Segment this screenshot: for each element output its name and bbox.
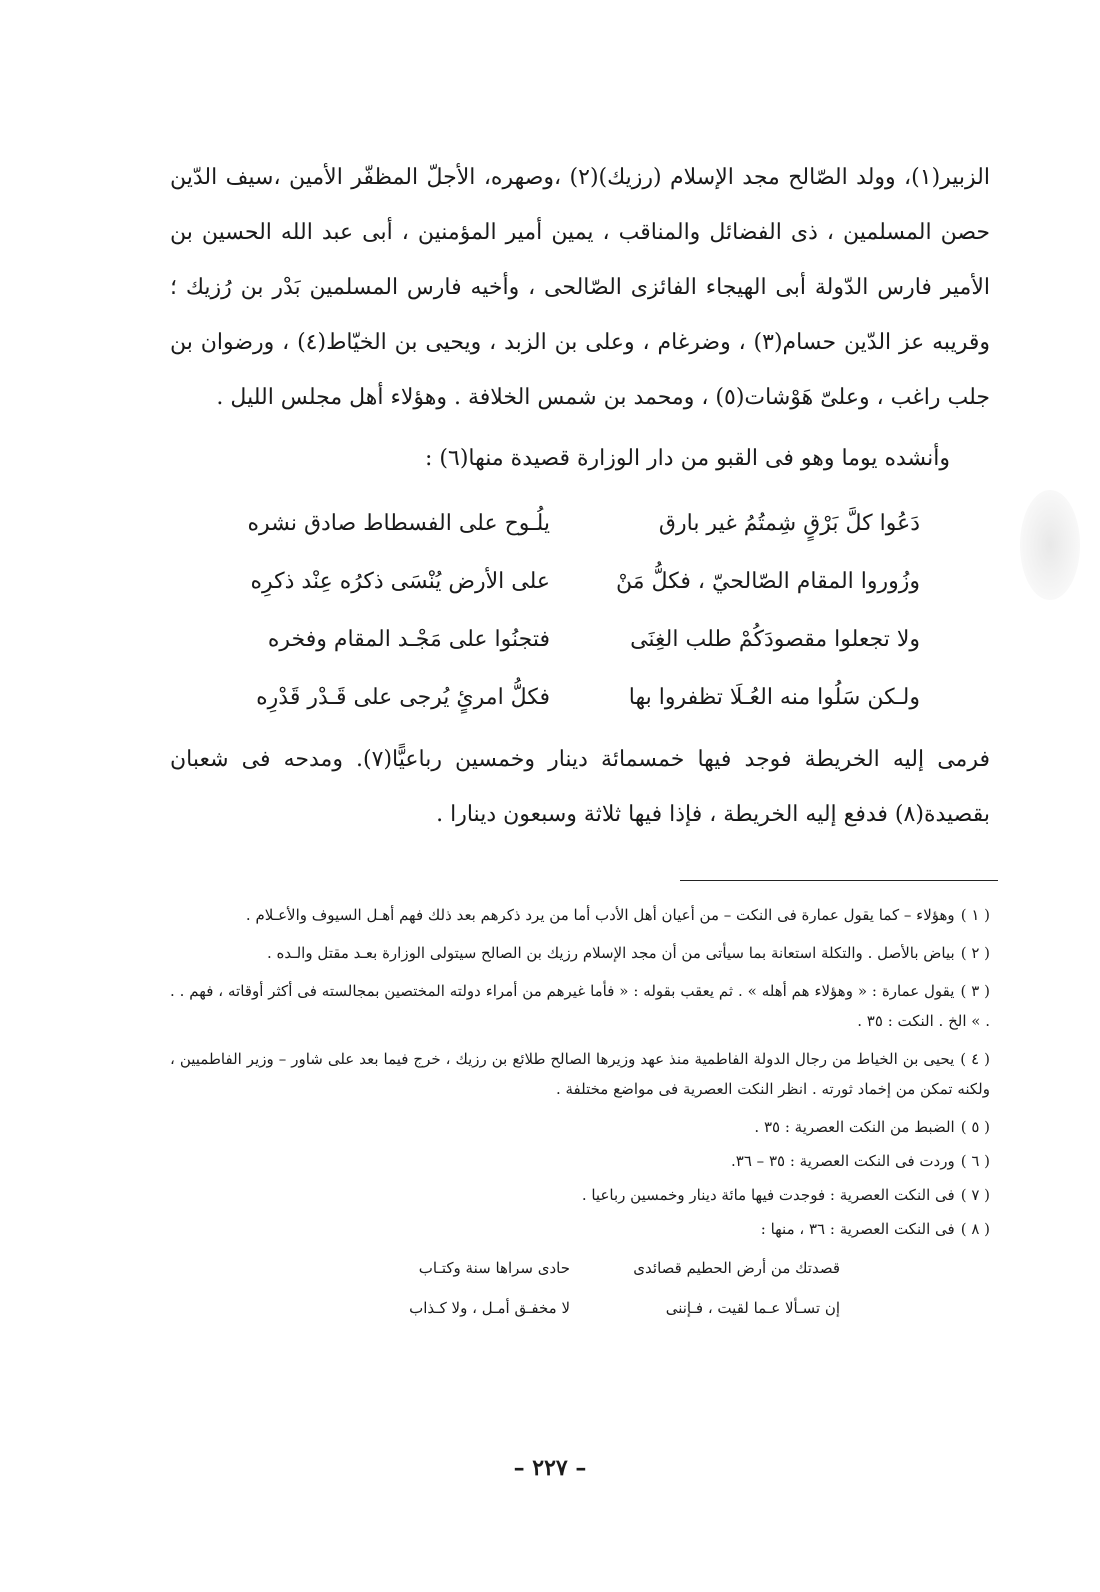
hemistich-second: لا مخفـق أمـل ، ولا كـذاب bbox=[409, 1299, 570, 1317]
verse-2 bbox=[170, 552, 990, 610]
hemistich-second: حادى سراها سنة وكتـاب bbox=[418, 1259, 570, 1277]
footnote-4 bbox=[170, 1044, 990, 1104]
footnote-number: ( ٦ ) bbox=[960, 1152, 990, 1170]
verse-4 bbox=[170, 668, 990, 726]
hemistich-second: على الأرض يُنْسَى ذكرُه عِنْد ذكرِه bbox=[250, 568, 550, 594]
hemistich-second: فتجنُوا على مَجْـد المقام وفخره bbox=[267, 626, 550, 652]
footnote-text: الضبط من النكت العصرية : ٣٥ . bbox=[754, 1118, 955, 1136]
footnote-number: ( ١ ) bbox=[960, 906, 990, 924]
footnote-1 bbox=[170, 900, 990, 930]
footnote-verse-1 bbox=[170, 1248, 990, 1288]
footnote-number: ( ٢ ) bbox=[960, 944, 990, 962]
footnote-7 bbox=[170, 1180, 990, 1210]
hemistich-second: يلُـوح على الفسطاط صادق نشره bbox=[247, 510, 550, 536]
footnote-8 bbox=[170, 1214, 990, 1244]
footnote-2 bbox=[170, 938, 990, 968]
main-text bbox=[170, 150, 990, 842]
hemistich-first: إن تسـألا عـما لقيت ، فـإننى bbox=[665, 1299, 840, 1317]
paragraph-2: وأنشده يوما وهو فى القبو من دار الوزارة قصيدة منها(٦) : bbox=[425, 446, 950, 471]
footnote-number: ( ٤ ) bbox=[960, 1050, 990, 1068]
paragraph-1: الزبير(١)، وولد الصّالح مجد الإسلام (رزيك)(٢) ،وصهره، الأجلّ المظفّر الأمين ،سيف الدّين حصن المسلمين ، ذى الفضائل والمناقب ، يمين أمير المؤمنين ، أبى عبد الله الحسين بن الأمير فارس الدّولة أبى الهيجاء الفائزى الصّالحى ، وأخيه فارس المسلمين بَدْر بن رُزيك ؛ وقريبه عز الدّين حسام(٣) ، وضرغام ، وعلى بن الزبد ، ويحيى بن الخيّاط(٤) ، ورضوان بن جلب راغب ، وعلىّ هَوْشات(٥) ، ومحمد بن شمس الخلافة . وهؤلاء أهل مجلس الليل . bbox=[170, 165, 990, 410]
hemistich-first: وزُوروا المقام الصّالحيّ ، فكلُّ مَنْ bbox=[616, 568, 920, 594]
footnote-text: يحيى بن الخياط من رجال الدولة الفاطمية منذ عهد وزيرها الصالح طلائع بن رزيك ، خرج فيما بعد على شاور – وزير الفاطميين ، ولكنه تمكن من إخماد ثورته . انظر النكت العصرية فى مواضع مختلفة . bbox=[170, 1050, 990, 1098]
footnote-number: ( ٣ ) bbox=[960, 982, 991, 1000]
paper-stain bbox=[1020, 490, 1080, 600]
hemistich-first: ولـكن سَلُوا منه العُـلَا تظفروا بها bbox=[628, 684, 920, 710]
footnote-6 bbox=[170, 1146, 990, 1176]
footnote-text: بياض بالأصل . والتكلة استعانة بما سيأتى من أن مجد الإسلام رزيك بن الصالح سيتولى الوزارة بعـد مقتل والـده . bbox=[266, 944, 955, 962]
footnote-text: وردت فى النكت العصرية : ٣٥ – ٣٦. bbox=[731, 1152, 955, 1170]
footnote-number: ( ٧ ) bbox=[960, 1186, 990, 1204]
footnote-3 bbox=[170, 976, 990, 1036]
footnote-text: فى النكت العصرية : فوجدت فيها مائة دينار وخمسين رباعيا . bbox=[581, 1186, 955, 1204]
hemistich-first: دَعُوا كلَّ بَرْقٍ شِمتُمُ غير بارق bbox=[658, 510, 920, 536]
paragraph-3: فرمى إليه الخريطة فوجد فيها خمسمائة دينار وخمسين رباعيًّا(٧). ومدحه فى شعبان بقصيدة(٨) فدفع إليه الخريطة ، فإذا فيها ثلاثة وسبعون دينارا . bbox=[170, 747, 990, 827]
verse-3 bbox=[170, 610, 990, 668]
footnote-5 bbox=[170, 1112, 990, 1142]
footnotes bbox=[170, 900, 990, 1328]
footnote-text: يقول عمارة : « وهؤلاء هم أهله » . ثم يعقب بقوله : « فأما غيرهم من أمراء دولته المختصين بمجالسته فى أكثر أوقاته ، فهم . . . » الخ . النكت : ٣٥ . bbox=[170, 982, 990, 1030]
footnote-text: فى النكت العصرية : ٣٦ ، منها : bbox=[760, 1220, 955, 1238]
footnote-verse-2 bbox=[170, 1288, 990, 1328]
poem bbox=[170, 494, 990, 726]
footnote-number: ( ٨ ) bbox=[960, 1220, 990, 1238]
hemistich-first: قصدتك من أرض الحطيم قصائدى bbox=[633, 1259, 840, 1277]
footnote-text: وهؤلاء – كما يقول عمارة فى النكت – من أعيان أهل الأدب أما من يرد ذكرهم بعد ذلك فهم أهـل السيوف والأعـلام . bbox=[245, 906, 955, 924]
page-number: – ٢٢٧ – bbox=[513, 1455, 587, 1481]
hemistich-first: ولا تجعلوا مقصودَكُمْ طلب الغِنَى bbox=[630, 626, 920, 652]
verse-1 bbox=[170, 494, 990, 552]
hemistich-second: فكلُّ امرئٍ يُرجى على قَـدْر قَدْرِه bbox=[256, 684, 550, 710]
footnote-number: ( ٥ ) bbox=[960, 1118, 990, 1136]
footnote-separator bbox=[680, 880, 998, 881]
footnote-poem bbox=[170, 1248, 990, 1328]
